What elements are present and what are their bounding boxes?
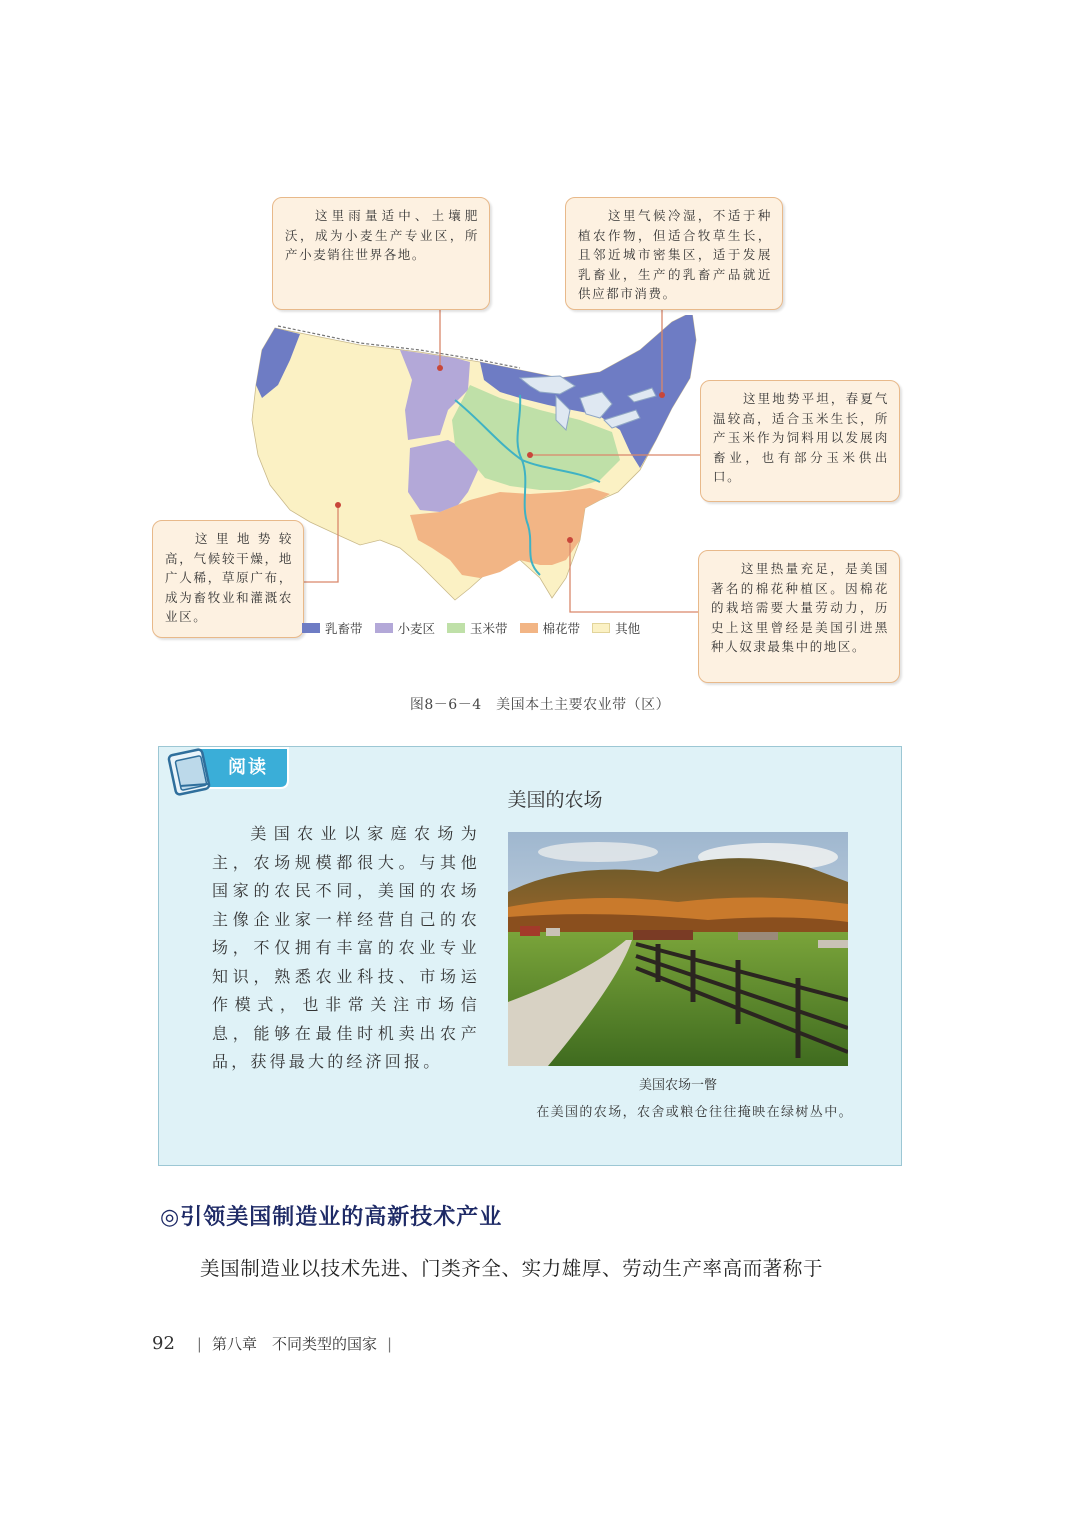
legend-label: 小麦区 (397, 621, 436, 636)
legend-label: 玉米带 (470, 621, 508, 636)
farm-photo (508, 832, 848, 1066)
reading-text (212, 820, 480, 1077)
photo-note (505, 1103, 860, 1123)
legend-item-dairy (302, 619, 363, 637)
legend-swatch (592, 623, 610, 633)
body-text: 美国制造业以技术先进、门类齐全、实力雄厚、劳动生产率高而著称于 (200, 1257, 824, 1280)
legend-item-wheat (375, 619, 436, 637)
legend-item-corn (447, 619, 508, 637)
legend-label: 乳畜带 (325, 621, 363, 636)
callout-wheat (272, 197, 490, 310)
section-heading (160, 1200, 502, 1231)
callout-dairy-text: 这里气候冷湿，不适于种植农作物，但适合牧草生长，且邻近城市密集区，适于发展乳畜业，生产的乳畜产品就近供应都市消费。 (578, 208, 772, 301)
figure-caption: 图8－6－4 美国本土主要农业带（区） (409, 697, 671, 713)
legend-swatch (447, 623, 465, 633)
section-mark-icon: ◎ (160, 1205, 181, 1230)
legend-item-cotton (520, 619, 581, 637)
footer-divider: | (386, 1334, 393, 1353)
callout-cotton (698, 550, 900, 683)
legend-swatch (375, 623, 393, 633)
page-number: 92 (152, 1333, 175, 1354)
page-footer (152, 1333, 392, 1354)
callout-corn (700, 380, 900, 502)
reading-title: 美国的农场 (507, 789, 603, 811)
legend-label: 其他 (615, 621, 641, 636)
legend-label: 棉花带 (542, 621, 581, 636)
reading-badge-label: 阅读 (228, 757, 268, 778)
legend-swatch (302, 623, 320, 633)
map-legend (302, 619, 640, 637)
callout-corn-text: 这里地势平坦，春夏气温较高，适合玉米生长，所产玉米作为饲料用以发展肉畜业，也有部分玉米供出口。 (713, 391, 889, 484)
callout-wheat-text: 这里雨量适中、土壤肥沃，成为小麦生产专业区，所产小麦销往世界各地。 (285, 208, 479, 262)
footer-divider: | (196, 1334, 202, 1353)
chapter-title: 第八章 不同类型的国家 (211, 1335, 377, 1353)
reading-paragraph: 美国农业以家庭农场为主，农场规模都很大。与其他国家的农民不同，美国的农场主像企业家一样经营自己的农场，不仅拥有丰富的农业专业知识，熟悉农业科技、市场运作模式，也非常关注市场信息，能够在最佳时机卖出农产品，获得最大的经济回报。 (212, 824, 480, 1071)
callout-leaders (0, 0, 1080, 760)
callout-ranch (152, 520, 304, 638)
callout-cotton-text: 这里热量充足，是美国著名的棉花种植区。因棉花的栽培需要大量劳动力，历史上这里曾经是美国引进黑种人奴隶最集中的地区。 (711, 561, 889, 654)
photo-note-text: 在美国的农场，农舍或粮仓往往掩映在绿树丛中。 (536, 1105, 853, 1120)
legend-item-other (592, 619, 640, 637)
photo-caption: 美国农场一瞥 (638, 1078, 717, 1093)
section-heading-text: 引领美国制造业的高新技术产业 (180, 1205, 503, 1230)
callout-ranch-text: 这里地势较高，气候较干燥，地广人稀，草原广布，成为畜牧业和灌溉农业区。 (165, 531, 293, 624)
callout-dairy (565, 197, 783, 310)
legend-swatch (520, 623, 538, 633)
